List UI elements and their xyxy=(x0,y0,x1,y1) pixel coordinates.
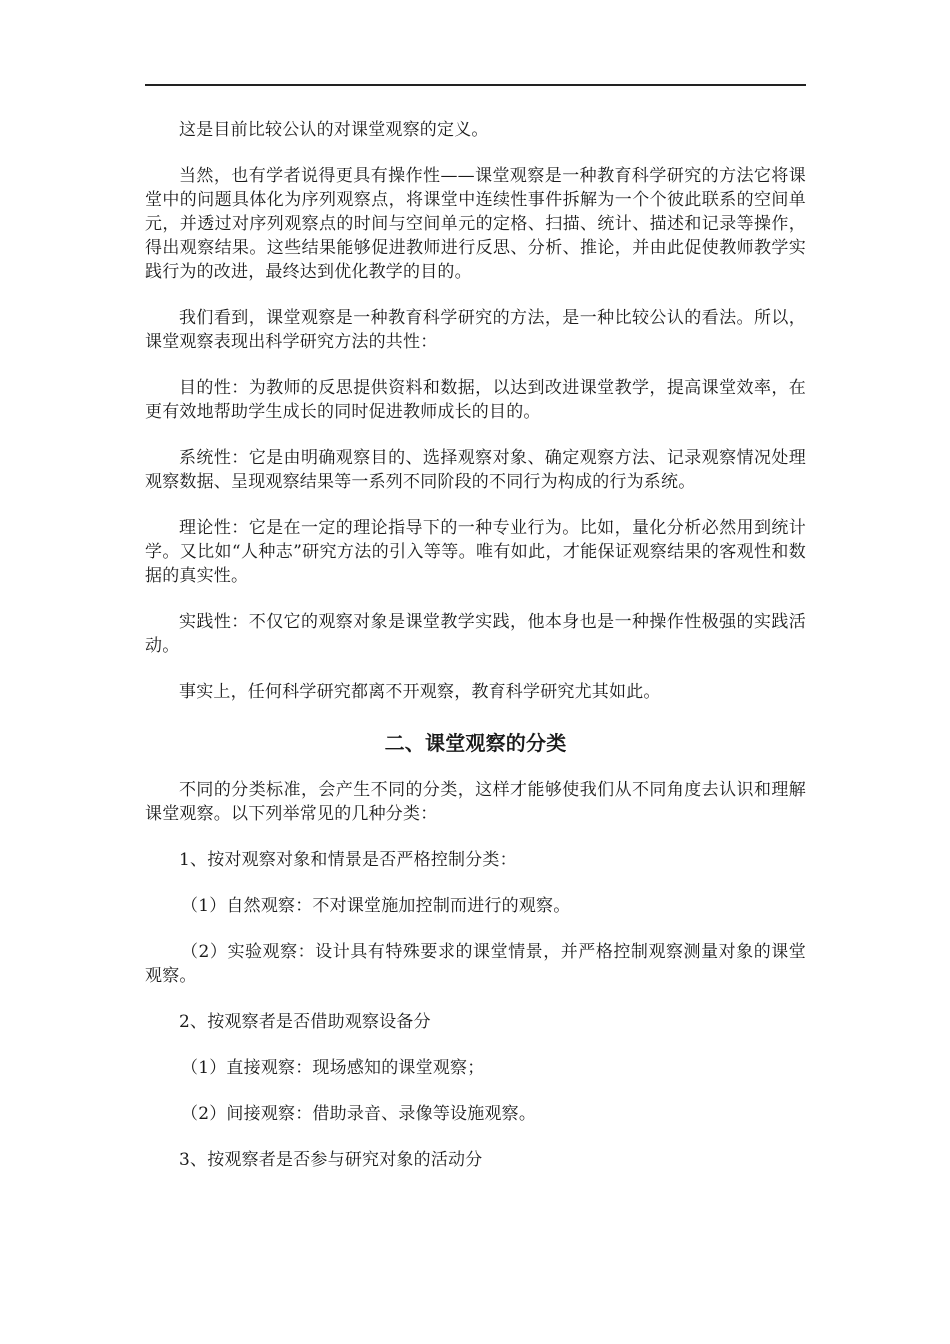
paragraph-in-fact: 事实上，任何科学研究都离不开观察，教育科学研究尤其如此。 xyxy=(179,682,661,702)
section-heading: 二、课堂观察的分类 xyxy=(384,731,567,755)
paragraph-theoretical: 理论性：它是在一定的理论指导下的一种专业行为。比如，量化分析必然用到统计学。又比如“人种志”研究方法的引入等等。唯有如此，才能保证观察结果的客观性和数据的真实性。 xyxy=(145,518,806,586)
paragraph-definition: 这是目前比较公认的对课堂观察的定义。 xyxy=(179,120,489,140)
list-item-indirect-observation: （2）间接观察：借助录音、录像等设施观察。 xyxy=(181,1104,537,1124)
paragraph-scientific-method: 我们看到，课堂观察是一种教育科学研究的方法，是一种比较公认的看法。所以，课堂观察表现出科学研究方法的共性： xyxy=(145,308,806,352)
paragraph-classification-intro: 不同的分类标准，会产生不同的分类，这样才能够使我们从不同角度去认识和理解课堂观察。以下列举常见的几种分类： xyxy=(145,780,806,824)
paragraph-purpose: 目的性：为教师的反思提供资料和数据，以达到改进课堂教学，提高课堂效率，在更有效地帮助学生成长的同时促进教师成长的目的。 xyxy=(145,378,806,422)
header-rule xyxy=(145,84,806,86)
list-item-natural-observation: （1）自然观察：不对课堂施加控制而进行的观察。 xyxy=(181,896,571,916)
list-item-category-2: 2、按观察者是否借助观察设备分 xyxy=(179,1012,431,1032)
paragraph-practical: 实践性：不仅它的观察对象是课堂教学实践，他本身也是一种操作性极强的实践活动。 xyxy=(145,612,806,656)
list-item-category-1: 1、按对观察对象和情景是否严格控制分类： xyxy=(179,850,517,870)
list-item-category-3: 3、按观察者是否参与研究对象的活动分 xyxy=(179,1150,483,1170)
list-item-direct-observation: （1）直接观察：现场感知的课堂观察； xyxy=(181,1058,485,1078)
paragraph-operational-definition: 当然，也有学者说得更具有操作性——课堂观察是一种教育科学研究的方法它将课堂中的问题具体化为序列观察点，将课堂中连续性事件拆解为一个个彼此联系的空间单元，并透过对序列观察点的时间与空间单元的定格、扫描、统计、描述和记录等操作，得出观察结果。这些结果能够促进教师进行反思、分析、推论，并由此促使教师教学实践行为的改进，最终达到优化教学的目的。 xyxy=(145,166,806,282)
document-body xyxy=(145,118,806,1172)
list-item-experimental-observation: （2）实验观察：设计具有特殊要求的课堂情景，并严格控制观察测量对象的课堂观察。 xyxy=(145,942,806,986)
paragraph-systematic: 系统性：它是由明确观察目的、选择观察对象、确定观察方法、记录观察情况处理观察数据、呈现观察结果等一系列不同阶段的不同行为构成的行为系统。 xyxy=(145,448,806,492)
